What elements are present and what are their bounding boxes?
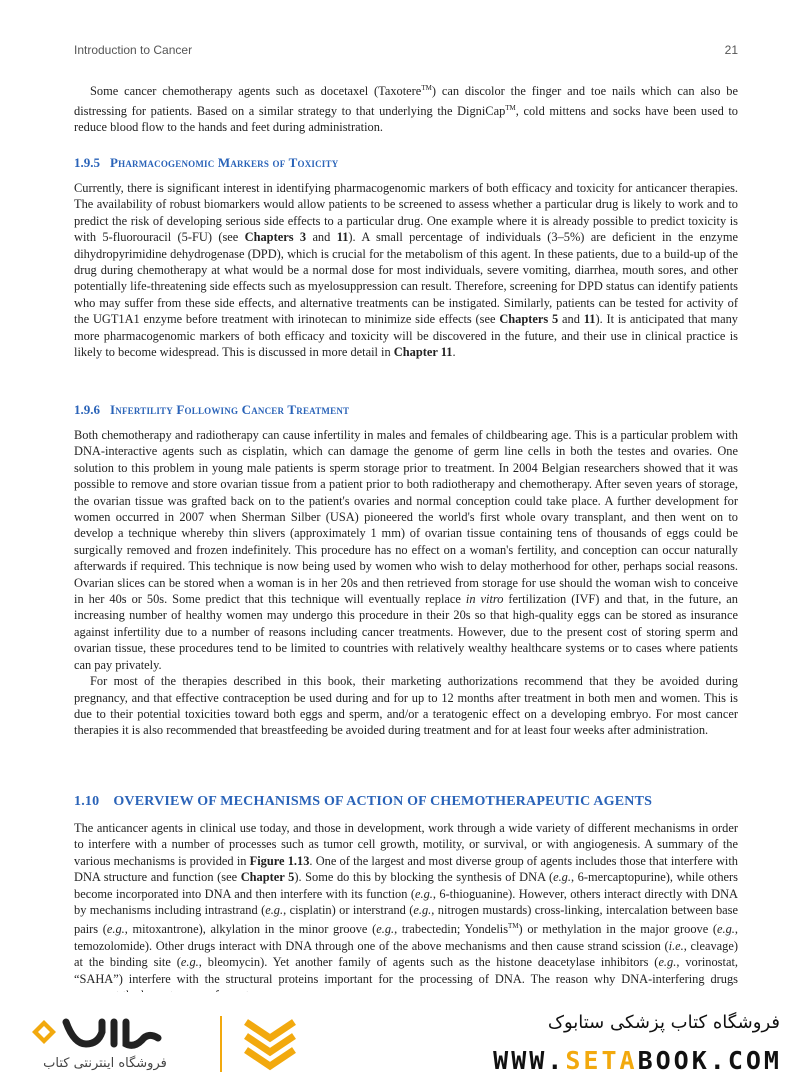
chevron-stack-icon [240, 1016, 300, 1072]
logo-caption: فروشگاه اینترنتی کتاب [43, 1056, 167, 1071]
section-1-10-body: The anticancer agents in clinical use today, and those in development, work through a wide variety of different mechanisms in order to interfere with a number of processes such as tumor cell growth, motility, or survival, or with angiogenesis. A summary of the various mechanisms is provided in Figure 1.13. One of the largest and most diverse group of agents includes those that interfere with DNA structure and function (see Chapter 5). Some do this by blocking the synthesis of DNA (e.g., 6-mercaptopurine), while others become incorporated into DNA and then interfere with its function (e.g., 6-thioguanine). However, others interact directly with DNA by mechanisms including intrastrand (e.g., cisplatin) or interstrand (e.g., nitrogen mustards) cross-linking, intercalation between base pairs (e.g., mitoxantrone), alkylation in the minor groove (e.g., trabectedin; Yondelis™) or methylation in the major groove (e.g., temozolomide). Other drugs interact with DNA through one of the above mechanisms and then cause strand scission (i.e., cleavage) at the binding site (e.g., bleomycin). Yet another family of agents such as the histone deacetylase inhibitors (e.g., vorinostat, “SAHA”) interfere with the structural proteins important for the processing of DNA. The reason why DNA-interfering drugs [74, 821, 739, 986]
running-head [74, 43, 738, 57]
shop-url[interactable]: WWW.SETABOOK.COM [493, 1046, 782, 1075]
section-1-10-heading: 1.10 OVERVIEW OF MECHANISMS OF ACTION OF CHEMOTHERAPEUTIC AGENTS [74, 794, 653, 809]
xref-chapter-11[interactable]: Chapter 11 [393, 345, 453, 360]
section-1-9-6-body: Both chemotherapy and radiotherapy can cause infertility in males and females of childbearing age. This is a particular problem with DNA-interactive agents such as cisplatin, which can damage the genome of germ line cells in both the testes and ovaries. One solution to this problem in young male patients is sperm storage prior to treatment. In 2004 Belgian researchers showed that it was possible to remove and store ovarian tissue from a patient prior to both radiotherapy and chemotherapy. After seven years of storage, the ovarian tissue was grafted back on to the patient's ovaries and normal conception could take place. A further development for women occurred in 2007 when Sherman Silber (USA) pioneered the world's first whole ovary transplant, and then went on to develop a technique whereby thin slivers (approximately 1 mm) of ovarian tissue containing tens of thousands of eggs could be surgically removed and frozen indefinitely. This procedure has no effect on a woman's fertility, and conception can occur naturally afterwards if required. This technique is now being used by women who wish to delay motherhood for other, perhaps social reasons. Ovarian slices can be stored when a woman is in her 20s and then retrieved from storage for use should the woman wish to conceive in her 40s or 50s. Some predict that this technique will eventually replace in vitro fertilization (IVF) and that, in the future, an increasing number of healthy women may undergo this procedure in their 20s so that high-quality eggs can be stored as insurance against infertility due to a number of reasons including cancer treatments. However, due to the present cost of storing sperm and ovarian tissue, these procedures tend to be limited to countries with relatively wealthy healthcare systems or to cases where patients can pay privately. For most of the therapies described in this book, their marketing authorizations recommend that they be avoided during pregnancy, and that effective contraception be used during and for up to 12 months after treatment in both men and women. This is due to their potential toxicities toward both eggs and sperm, and/or a teratogenic effect on a developing embryo. For most cancer therapies it is also recommended that breastfeeding be avoided during treatment and for at least four weeks after administration. [74, 428, 738, 738]
page-number: 21 [724, 43, 738, 57]
running-head-title: Introduction to Cancer [74, 43, 193, 57]
section-1-9-6-paragraph-2: For most of the therapies described in this book, their marketing authorizations recommend that they be avoided during pregnancy, and that effective contraception be used during and for up to 12 months after treatment in both men and women. This is due to their potential toxicities toward both eggs and sperm, and/or a teratogenic effect on a developing embryo. For most cancer therapies it is also recommended that breastfeeding be avoided during treatment and for at least four weeks after administration. [74, 674, 738, 738]
xref-chapter-5[interactable]: Chapter 5 [240, 870, 295, 885]
section-1-9-5-body: Currently, there is significant interest in identifying pharmacogenomic markers of both efficacy and toxicity for anticancer therapies. The availability of robust biomarkers would allow patients to be screened to assess whether a particular drug is likely to work and to predict the risk of developing serious side effects to a particular drug. One example where it is already possible to predict toxicity is with 5-fluorouracil (5-FU) (see Chapters 3 and 11). A small percentage of individuals (3–5%) are deficient in the enzyme dihydropyrimidine dehydrogenase (DPD), which is crucial for the metabolism of this agent. In these patients, due to a build-up of the drug during chemotherapy at what would be a normal dose for most individuals, severe vomiting, diarrhea, mouth sores, and other potentially life-threatening side effects such as myelosuppression can result. Therefore, screening for DPD status can identify patients who may suffer from these side effects, and alternative treatments can be instigated. Similarly, patients can be tested for activity of the UGT1A1 enzyme before treatment with irinotecan to minimize side effects (see Chapters 5 and 11). It is anticipated that many more pharmacogenomic markers of both efficacy and toxicity will be discovered in the future, and their use in clinical practice is likely to become widespread. This is discussed in more detail in Chapter 11. [74, 181, 739, 360]
xref-chapter-3[interactable]: Chapters 3 [244, 230, 307, 245]
section-1-9-5-heading: 1.9.5 Pharmacogenomic Markers of Toxicity [74, 155, 339, 170]
intro-paragraph: Some cancer chemotherapy agents such as docetaxel (Taxotere™) can discolor the finger and toe nails which can also be distressing for patients. Based on a similar strategy to that underlying the DigniCap™, cold mittens and socks have been used to reduce blood flow to the hands and feet during administration. [74, 84, 738, 135]
shop-name: فروشگاه کتاب پزشکی ستابوک [547, 1012, 780, 1033]
footer-divider [220, 1016, 222, 1072]
xref-chapter-5[interactable]: Chapters 5 [499, 312, 559, 327]
section-1-9-6-heading: 1.9.6 Infertility Following Cancer Treatment [74, 402, 350, 417]
xref-chapter-11[interactable]: 11 [336, 230, 349, 245]
xref-figure-1-13[interactable]: Figure 1.13 [249, 853, 310, 868]
xref-chapter-11[interactable]: 11 [583, 312, 596, 327]
